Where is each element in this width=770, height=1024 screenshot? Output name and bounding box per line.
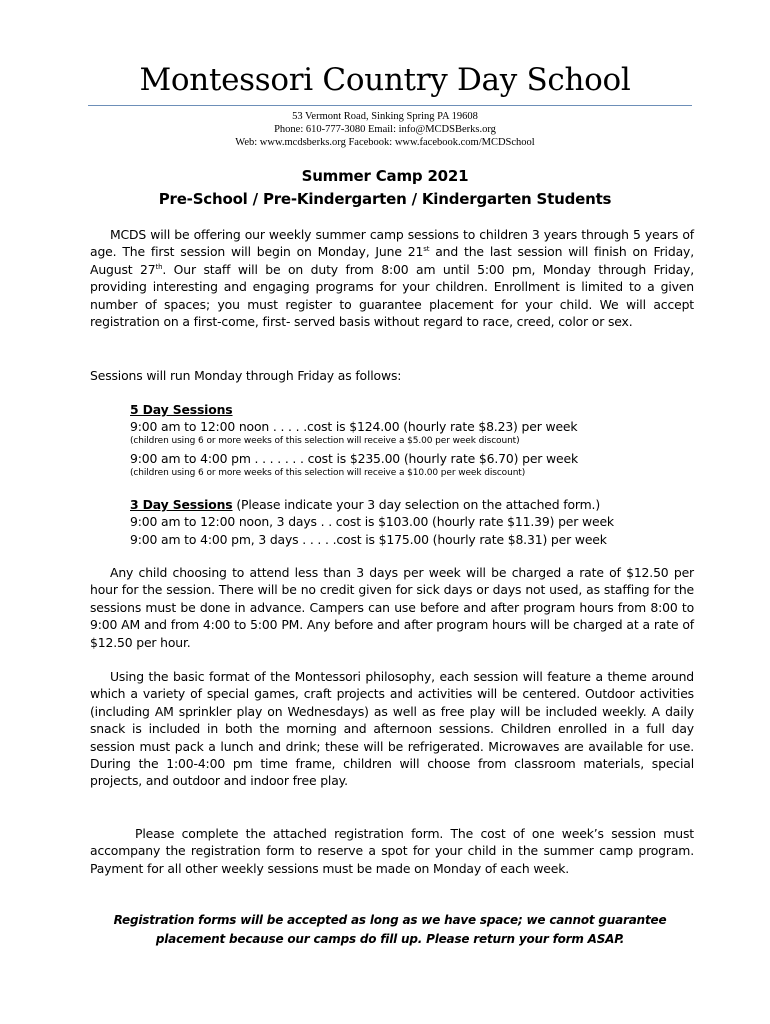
- intro-text-3: . Our staff will be on duty from 8:00 am until 5:00 pm, Monday through Friday, providing interesting and engaging programs for your children. Enrollment is limited to a given number of spaces; you must register to guarantee placement for your child. We will accept registration on a first-come, first- served basis without regard to race, creed, color or sex.: [90, 261, 694, 330]
- school-phone-email: Phone: 610-777-3080 Email: info@MCDSBerks.org: [274, 124, 496, 135]
- three-day-full-day-line: 9:00 am to 4:00 pm, 3 days . . . . .cost is $175.00 (hourly rate $8.31) per week: [130, 532, 607, 547]
- intro-text-1: MCDS will be offering our weekly summer camp sessions to children 3 years through 5 years of age. The first session will begin on Monday, June 21: [90, 227, 694, 260]
- closing-note-line-2: placement because our camps do fill up. Please return your form ASAP.: [155, 932, 625, 946]
- three-day-heading: [130, 496, 690, 513]
- five-day-half-day-line: 9:00 am to 12:00 noon . . . . .cost is $124.00 (hourly rate $8.23) per week: [130, 419, 578, 434]
- intro-sup-1: st: [423, 245, 430, 254]
- closing-note-line-1: Registration forms will be accepted as long as we have space; we cannot guarantee: [113, 913, 667, 927]
- document-subtitle: Pre-School / Pre-Kindergarten / Kindergarten Students: [158, 190, 612, 208]
- three-day-heading-note: (Please indicate your 3 day selection on the attached form.): [232, 497, 601, 512]
- school-web: Web: www.mcdsberks.org Facebook: www.facebook.com/MCDSchool: [235, 137, 535, 148]
- intro-sup-2: th: [155, 262, 163, 271]
- format-paragraph: Using the basic format of the Montessori philosophy, each session will feature a theme around which a variety of special games, craft projects and activities will be centered. Outdoor activities (including AM sprinkler play on Wednesdays) as well as free play will be included weekly. A daily snack is included in both the morning and afternoon sessions. Children enrolled in a full day session must pack a lunch and drink; these will be refrigerated. Microwaves are available for use. During the 1:00-4:00 pm time frame, children will choose from classroom materials, special projects, and outdoor and indoor free play.: [90, 669, 694, 789]
- header-divider: [88, 105, 692, 106]
- intro-paragraph: [90, 226, 694, 330]
- intro-text-2: and the last session will finish on Friday, August 27: [90, 244, 694, 277]
- three-day-heading-text: 3 Day Sessions: [130, 497, 233, 512]
- five-day-full-day-line: 9:00 am to 4:00 pm . . . . . . . cost is $235.00 (hourly rate $6.70) per week: [130, 451, 578, 466]
- five-day-full-day-note: (children using 6 or more weeks of this selection will receive a $10.00 per week discount): [130, 468, 526, 478]
- document-title: Summer Camp 2021: [301, 167, 469, 185]
- registration-paragraph: Please complete the attached registration form. The cost of one week’s session must accompany the registration form to reserve a spot for your child in the summer camp program. Payment for all other weekly sessions must be made on Monday of each week.: [90, 826, 694, 876]
- five-day-half-day-note: (children using 6 or more weeks of this selection will receive a $5.00 per week discount): [130, 436, 520, 446]
- three-day-half-day-line: 9:00 am to 12:00 noon, 3 days . . cost is $103.00 (hourly rate $11.39) per week: [130, 514, 614, 529]
- school-name: Montessori Country Day School: [139, 62, 631, 98]
- five-day-heading: [130, 401, 690, 418]
- sessions-intro: Sessions will run Monday through Friday as follows:: [90, 368, 402, 383]
- rate-paragraph: Any child choosing to attend less than 3 days per week will be charged a rate of $12.50 per hour for the session. There will be no credit given for sick days or days not used, as staffing for the sessions must be done in advance. Campers can use before and after program hours from 8:00 to 9:00 AM and from 4:00 to 5:00 PM. Any before and after program hours will be charged at a rate of $12.50 per hour.: [90, 565, 694, 650]
- five-day-heading-text: 5 Day Sessions: [130, 402, 233, 417]
- school-address: 53 Vermont Road, Sinking Spring PA 19608: [292, 111, 478, 122]
